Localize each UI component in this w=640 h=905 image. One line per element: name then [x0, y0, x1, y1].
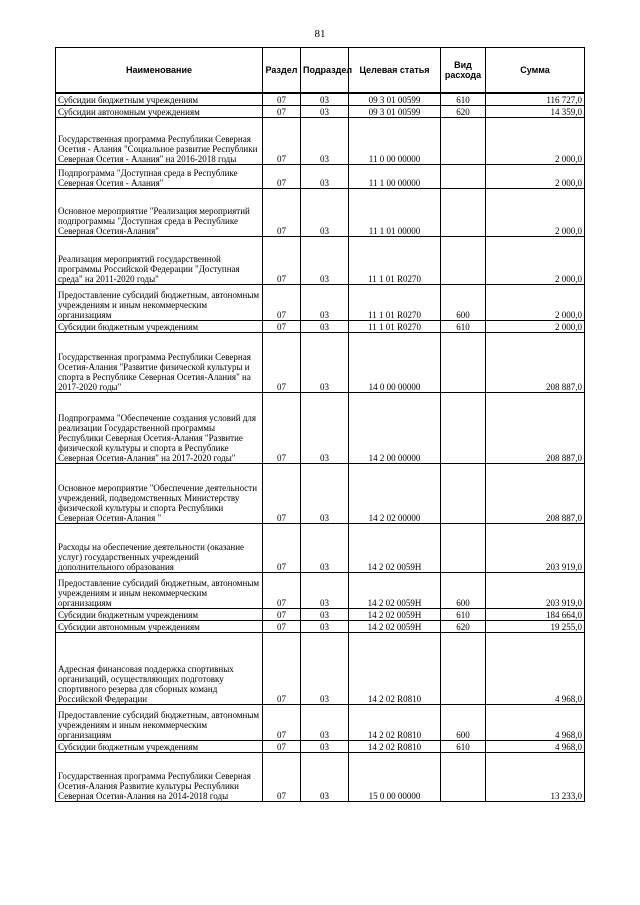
row-target: 15 0 00 00000 — [349, 752, 441, 801]
row-amount: 2 000,0 — [486, 284, 585, 320]
row-amount: 19 255,0 — [486, 620, 585, 632]
row-subsection: 03 — [301, 117, 349, 164]
row-expense-type: 600 — [441, 704, 486, 740]
row-section: 07 — [263, 164, 301, 188]
row-subsection: 03 — [301, 463, 349, 523]
row-name: Государственная программа Республики Северная Осетия - Алания "Социальное развитие Республики Северная Осетия - Алания" на 2016-2018 годы — [56, 117, 263, 164]
row-subsection: 03 — [301, 284, 349, 320]
table-row — [56, 632, 585, 704]
row-amount: 208 887,0 — [486, 332, 585, 392]
row-amount: 14 359,0 — [486, 105, 585, 117]
row-name: Расходы на обеспечение деятельности (оказание услуг) государственных учреждений дополнительного образования — [56, 523, 263, 572]
row-target: 11 1 01 R0270 — [349, 284, 441, 320]
row-section: 07 — [263, 117, 301, 164]
table-row — [56, 236, 585, 284]
row-section: 07 — [263, 93, 301, 105]
row-expense-type — [441, 332, 486, 392]
row-expense-type: 610 — [441, 740, 486, 752]
row-name: Предоставление субсидий бюджетным, автономным учреждениям и иным некоммерческим организациям — [56, 572, 263, 608]
table-row — [56, 463, 585, 523]
row-subsection: 03 — [301, 320, 349, 332]
table-row — [56, 608, 585, 620]
row-expense-type — [441, 117, 486, 164]
table-row — [56, 752, 585, 801]
row-expense-type: 610 — [441, 93, 486, 105]
row-name: Субсидии бюджетным учреждениям — [56, 740, 263, 752]
row-expense-type — [441, 236, 486, 284]
row-target: 11 0 00 00000 — [349, 117, 441, 164]
row-subsection: 03 — [301, 704, 349, 740]
row-section: 07 — [263, 320, 301, 332]
table-row — [56, 284, 585, 320]
table-row — [56, 572, 585, 608]
row-subsection: 03 — [301, 608, 349, 620]
row-name: Основное мероприятие "Реализация мероприятий подпрограммы "Доступная среда в Республике Северная Осетия-Алания" — [56, 188, 263, 236]
table-row — [56, 332, 585, 392]
row-section: 07 — [263, 392, 301, 463]
row-subsection: 03 — [301, 572, 349, 608]
table-row — [56, 164, 585, 188]
row-name: Государственная программа Республики Северная Осетия-Алания "Развитие физической культуры и спорта в Республике Северная Осетия-Алания" на 2017-2020 годы" — [56, 332, 263, 392]
table-row — [56, 392, 585, 463]
header-section: Раздел — [263, 48, 301, 94]
row-subsection: 03 — [301, 105, 349, 117]
row-section: 07 — [263, 523, 301, 572]
row-amount: 2 000,0 — [486, 117, 585, 164]
header-amount: Сумма — [486, 48, 585, 94]
row-expense-type: 600 — [441, 284, 486, 320]
row-subsection: 03 — [301, 740, 349, 752]
table-row — [56, 620, 585, 632]
row-amount: 203 919,0 — [486, 523, 585, 572]
row-name: Подпрограмма "Доступная среда в Республике Северная Осетия - Алания" — [56, 164, 263, 188]
row-name: Подпрограмма "Обеспечение создания условий для реализации Государственной программы Республики Северная Осетия-Алания "Развитие физической культуры и спорта в Республике Северная Осетия-Алания" на 2017-2020 годы" — [56, 392, 263, 463]
row-target: 09 3 01 00599 — [349, 105, 441, 117]
row-section: 07 — [263, 632, 301, 704]
row-target: 14 2 02 R0810 — [349, 632, 441, 704]
row-expense-type: 620 — [441, 620, 486, 632]
row-amount: 208 887,0 — [486, 392, 585, 463]
row-expense-type — [441, 392, 486, 463]
row-subsection: 03 — [301, 632, 349, 704]
row-subsection: 03 — [301, 620, 349, 632]
row-amount: 4 968,0 — [486, 632, 585, 704]
row-amount: 184 664,0 — [486, 608, 585, 620]
budget-table — [55, 47, 585, 802]
row-subsection: 03 — [301, 523, 349, 572]
row-target: 14 2 02 0059Н — [349, 620, 441, 632]
row-target: 14 2 02 0059Н — [349, 523, 441, 572]
row-target: 11 1 01 00000 — [349, 188, 441, 236]
row-target: 14 0 00 00000 — [349, 332, 441, 392]
row-amount: 208 887,0 — [486, 463, 585, 523]
row-name: Предоставление субсидий бюджетным, автономным учреждениям и иным некоммерческим организациям — [56, 704, 263, 740]
page-number: 81 — [314, 28, 326, 40]
table-row — [56, 117, 585, 164]
row-subsection: 03 — [301, 236, 349, 284]
header-target: Целевая статья — [349, 48, 441, 94]
row-name: Субсидии бюджетным учреждениям — [56, 93, 263, 105]
row-section: 07 — [263, 332, 301, 392]
row-target: 14 2 02 0059Н — [349, 608, 441, 620]
row-name: Основное мероприятие "Обеспечение деятельности учреждений, подведомственных Министерству физической культуры и спорта Республики Северная Осетия-Алания " — [56, 463, 263, 523]
row-name: Адресная финансовая поддержка спортивных организаций, осуществляющих подготовку спортивного резерва для сборных команд Российской Федерации — [56, 632, 263, 704]
table-row — [56, 105, 585, 117]
row-target: 14 2 02 R0810 — [349, 704, 441, 740]
row-expense-type — [441, 188, 486, 236]
row-expense-type — [441, 164, 486, 188]
row-amount: 2 000,0 — [486, 320, 585, 332]
table-row — [56, 93, 585, 105]
row-expense-type: 620 — [441, 105, 486, 117]
row-expense-type: 610 — [441, 320, 486, 332]
row-amount: 4 968,0 — [486, 740, 585, 752]
row-name: Субсидии автономным учреждениям — [56, 620, 263, 632]
row-expense-type — [441, 463, 486, 523]
row-target: 14 2 02 00000 — [349, 463, 441, 523]
row-expense-type: 600 — [441, 572, 486, 608]
row-section: 07 — [263, 105, 301, 117]
table-header-row — [56, 48, 585, 94]
row-section: 07 — [263, 236, 301, 284]
row-target: 14 2 02 0059Н — [349, 572, 441, 608]
row-target: 14 2 00 00000 — [349, 392, 441, 463]
row-expense-type — [441, 752, 486, 801]
row-name: Субсидии бюджетным учреждениям — [56, 608, 263, 620]
row-target: 11 1 01 R0270 — [349, 320, 441, 332]
row-section: 07 — [263, 752, 301, 801]
row-subsection: 03 — [301, 392, 349, 463]
table-row — [56, 740, 585, 752]
row-section: 07 — [263, 608, 301, 620]
header-subsection: Подраздел — [301, 48, 349, 94]
row-subsection: 03 — [301, 164, 349, 188]
row-subsection: 03 — [301, 188, 349, 236]
row-name: Субсидии автономным учреждениям — [56, 105, 263, 117]
row-subsection: 03 — [301, 332, 349, 392]
header-expense-type: Вид расхода — [441, 48, 486, 94]
row-amount: 13 233,0 — [486, 752, 585, 801]
row-section: 07 — [263, 740, 301, 752]
table-row — [56, 320, 585, 332]
row-target: 11 1 01 R0270 — [349, 236, 441, 284]
row-subsection: 03 — [301, 93, 349, 105]
row-amount: 2 000,0 — [486, 236, 585, 284]
row-target: 14 2 02 R0810 — [349, 740, 441, 752]
row-section: 07 — [263, 284, 301, 320]
row-amount: 2 000,0 — [486, 164, 585, 188]
row-expense-type: 610 — [441, 608, 486, 620]
table-row — [56, 704, 585, 740]
row-amount: 203 919,0 — [486, 572, 585, 608]
row-name: Государственная программа Республики Северная Осетия-Алания Развитие культуры Республики Северная Осетия-Алания на 2014-2018 годы — [56, 752, 263, 801]
table-row — [56, 188, 585, 236]
row-target: 11 1 00 00000 — [349, 164, 441, 188]
table-row — [56, 523, 585, 572]
row-section: 07 — [263, 620, 301, 632]
row-expense-type — [441, 523, 486, 572]
row-subsection: 03 — [301, 752, 349, 801]
row-amount: 2 000,0 — [486, 188, 585, 236]
row-name: Субсидии бюджетным учреждениям — [56, 320, 263, 332]
row-amount: 4 968,0 — [486, 704, 585, 740]
row-section: 07 — [263, 572, 301, 608]
row-expense-type — [441, 632, 486, 704]
row-name: Предоставление субсидий бюджетным, автономным учреждениям и иным некоммерческим организациям — [56, 284, 263, 320]
row-amount: 116 727,0 — [486, 93, 585, 105]
row-section: 07 — [263, 188, 301, 236]
header-name: Наименование — [56, 48, 263, 94]
row-section: 07 — [263, 463, 301, 523]
row-section: 07 — [263, 704, 301, 740]
row-name: Реализация мероприятий государственной программы Российской Федерации "Доступная среда" на 2011-2020 годы" — [56, 236, 263, 284]
row-target: 09 3 01 00599 — [349, 93, 441, 105]
